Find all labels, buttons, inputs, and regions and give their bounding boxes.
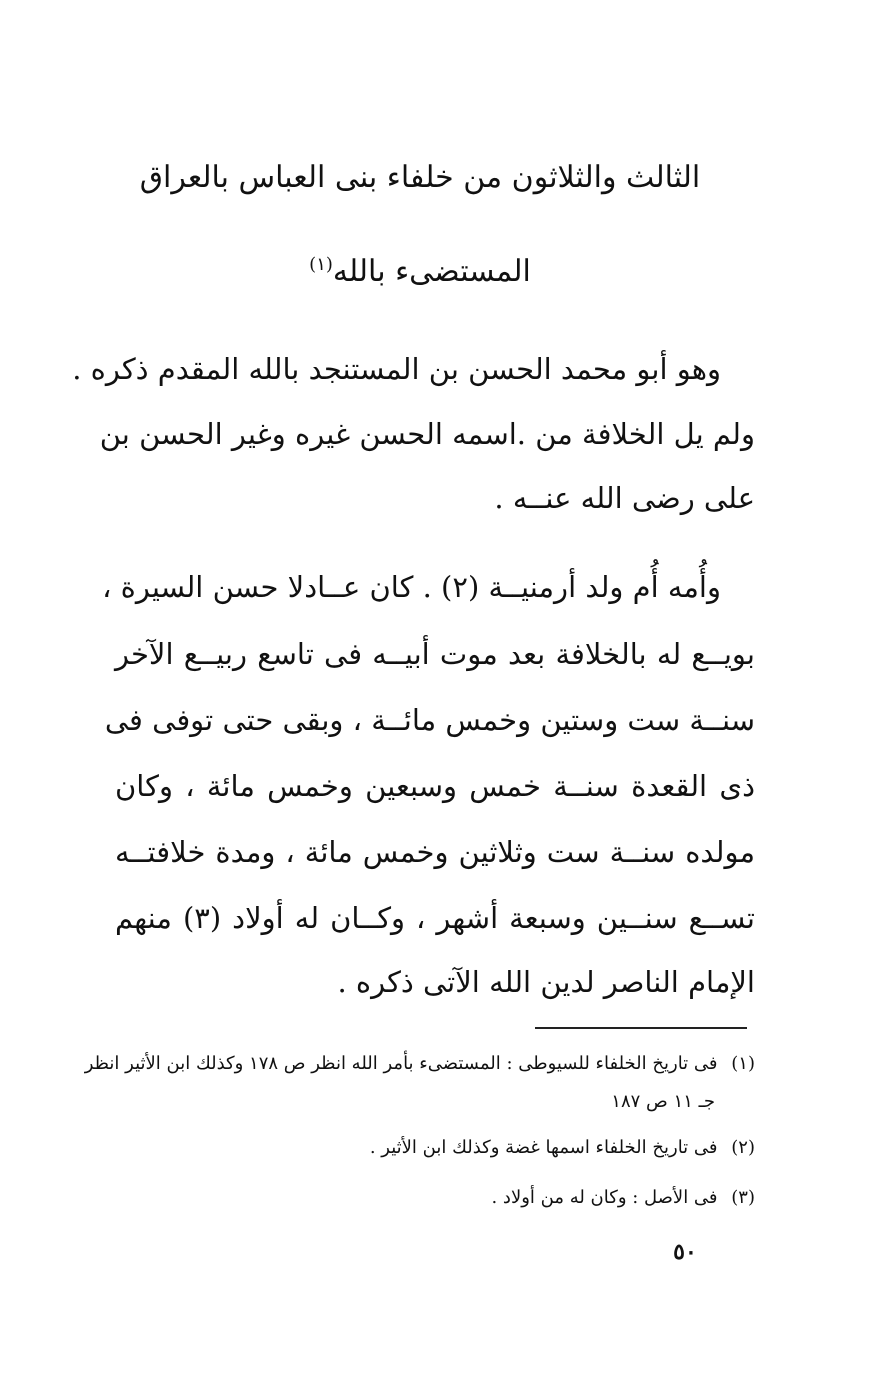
footnote-3-text: فى الأصل : وكان له من أولاد . (491, 1187, 718, 1208)
paragraph-2-line-2: بويــع له بالخلافة بعد موت أبيــه فى تاسع ربيــع الآخر (115, 637, 755, 671)
paragraph-2-line-4: ذى القعدة سنــة خمس وسبعين وخمس مائة ، وكان (115, 769, 755, 803)
footnote-1-number: (١) (731, 1053, 755, 1074)
footnote-1-text: فى تاريخ الخلفاء للسيوطى : المستضىء بأمر الله انظر ص ١٧٨ وكذلك ابن الأثير انظر (84, 1053, 718, 1074)
caliph-name: المستضىء بالله (332, 254, 531, 289)
caliph-heading (120, 252, 720, 292)
paragraph-1-line-1: وهو أبو محمد الحسن بن المستنجد بالله المقدم ذكره . (72, 352, 721, 386)
paragraph-1-line-3: على رضى الله عنــه . (494, 481, 755, 515)
chapter-heading (120, 158, 720, 198)
paragraph-2-line-1: وأُمه أُم ولد أرمنيــة (٢) . كان عــادلا حسن السيرة ، (102, 570, 721, 604)
paragraph-2-line-5: مولده سنــة ست وثلاثين وخمس مائة ، ومدة خلافتــه (115, 835, 755, 869)
footnote-separator (535, 1027, 747, 1029)
footnote-2-text: فى تاريخ الخلفاء اسمها غضة وكذلك ابن الأثير . (369, 1137, 718, 1158)
paragraph-2-line-6: تســع سنــين وسبعة أشهر ، وكــان له أولاد (٣) منهم (115, 901, 756, 935)
chapter-heading-text: الثالث والثلاثون من خلفاء بنى العباس بالعراق (139, 160, 701, 195)
footnote-1-continuation: جـ ١١ ص ١٨٧ (611, 1091, 715, 1112)
page-number: ٥٠ (673, 1239, 697, 1265)
paragraph-2-line-3: سنــة ست وستين وخمس مائــة ، وبقى حتى توفى فى (104, 703, 755, 737)
paragraph-1-line-2: ولم يل الخلافة من .اسمه الحسن غيره وغير الحسن بن (99, 417, 755, 451)
footnote-1 (84, 1050, 755, 1078)
footnote-2-number: (٢) (731, 1137, 755, 1158)
footnote-marker-1: (١) (309, 254, 333, 275)
footnote-3 (115, 1184, 755, 1212)
footnote-2 (115, 1134, 755, 1162)
footnote-3-number: (٣) (731, 1187, 755, 1208)
paragraph-2-line-7: الإمام الناصر لدين الله الآتى ذكره . (337, 965, 755, 999)
